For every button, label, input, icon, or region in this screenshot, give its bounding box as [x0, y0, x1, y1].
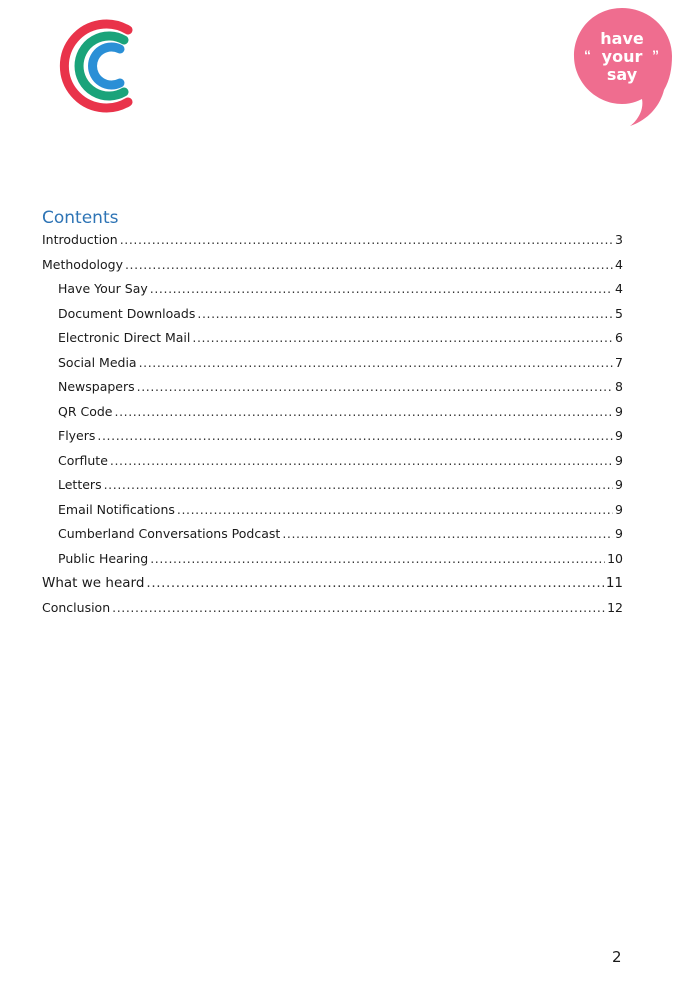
toc-entry-email-notifications[interactable]: Email Notifications ..... 9	[42, 502, 623, 527]
close-quote-icon: ”	[652, 47, 659, 63]
table-of-contents	[42, 232, 623, 624]
toc-entry-public-hearing[interactable]: Public Hearing ..... 10	[42, 551, 623, 576]
toc-entry-social-media[interactable]: Social Media ..... 7	[42, 355, 623, 380]
toc-entry-have-your-say[interactable]: Have Your Say ..... 4	[42, 281, 623, 306]
cumberland-c-logo-icon	[48, 16, 140, 116]
open-quote-icon: “	[584, 47, 591, 63]
toc-entry-flyers[interactable]: Flyers ..... 9	[42, 428, 623, 453]
logo-text-have: have	[600, 29, 644, 48]
have-your-say-speech-bubble-icon	[572, 6, 674, 128]
toc-entry-newspapers[interactable]: Newspapers ..... 8	[42, 379, 623, 404]
toc-entry-conclusion[interactable]: Conclusion ..... 12	[42, 600, 623, 625]
toc-entry-introduction[interactable]: Introduction ..... 3	[42, 232, 623, 257]
logo-text-say: say	[606, 65, 638, 84]
toc-entry-document-downloads[interactable]: Document Downloads ..... 5	[42, 306, 623, 331]
toc-entry-methodology[interactable]: Methodology ..... 4	[42, 257, 623, 282]
toc-entry-letters[interactable]: Letters ..... 9	[42, 477, 623, 502]
toc-entry-qr-code[interactable]: QR Code ..... 9	[42, 404, 623, 429]
logo-text-your: your	[601, 47, 643, 66]
page-number: 2	[612, 948, 622, 966]
toc-entry-what-we-heard[interactable]: What we heard ..... 11	[42, 575, 623, 600]
toc-entry-corflute[interactable]: Corflute ..... 9	[42, 453, 623, 478]
toc-entry-cumberland-conversations-podcast[interactable]: Cumberland Conversations Podcast ..... 9	[42, 526, 623, 551]
toc-entry-electronic-direct-mail[interactable]: Electronic Direct Mail ..... 6	[42, 330, 623, 355]
toc-title: Contents	[42, 208, 119, 228]
